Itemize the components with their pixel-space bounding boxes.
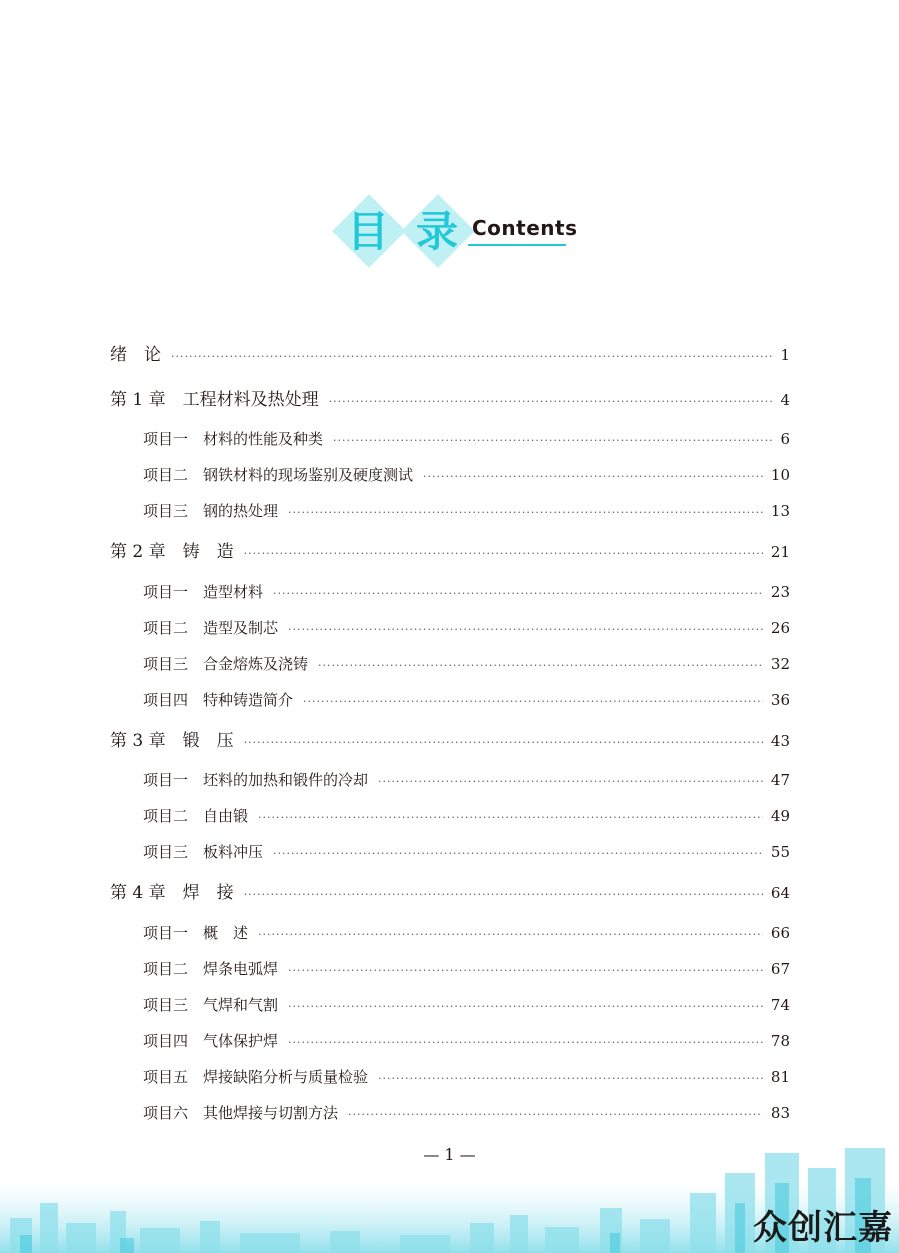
toc-chapter-entry[interactable] [110, 387, 790, 413]
toc-chapter-entry[interactable] [110, 342, 790, 368]
dot-leader [244, 541, 763, 567]
toc-section-entry[interactable] [143, 498, 790, 524]
toc-entry-label: 第 2 章 铸 造 [110, 542, 234, 562]
toc-entry-page: 74 [770, 996, 790, 1014]
toc-entry-page: 32 [770, 655, 790, 673]
toc-entry-label: 项目四 特种铸造简介 [143, 691, 294, 709]
heading-english: Contents [472, 216, 578, 240]
toc-entry-page: 67 [770, 960, 790, 978]
dot-leader [288, 958, 763, 984]
toc-chapter-entry[interactable] [110, 539, 790, 565]
toc-entry-page: 49 [770, 807, 790, 825]
toc-entry-page: 43 [770, 732, 790, 750]
toc-entry-label: 项目一 造型材料 [143, 583, 264, 601]
toc-entry-page: 36 [770, 691, 790, 709]
dot-leader [288, 1030, 763, 1056]
toc-entry-label: 项目三 板料冲压 [143, 843, 264, 861]
toc-section-entry[interactable] [143, 615, 790, 641]
toc-chapter-entry[interactable] [110, 880, 790, 906]
toc-entry-label: 项目三 合金熔炼及浇铸 [143, 655, 309, 673]
toc-entry-page: 10 [770, 466, 790, 484]
toc-entry-label: 绪 论 [110, 345, 161, 365]
toc-entry-label: 项目一 坯料的加热和锻件的冷却 [143, 771, 369, 789]
toc-chapter-entry[interactable] [110, 728, 790, 754]
toc-entry-page: 83 [770, 1104, 790, 1122]
toc-entry-page: 78 [770, 1032, 790, 1050]
page-number: — 1 — [423, 1145, 476, 1164]
toc-entry-page: 23 [770, 583, 790, 601]
dot-leader [288, 500, 763, 526]
toc-entry-label: 项目三 气焊和气割 [143, 996, 279, 1014]
dot-leader [318, 653, 763, 679]
toc-entry-page: 4 [780, 391, 790, 409]
toc-entry-page: 21 [770, 543, 790, 561]
toc-section-entry[interactable] [143, 992, 790, 1018]
dot-leader [258, 922, 763, 948]
toc-entry-page: 64 [770, 884, 790, 902]
heading-underline [468, 244, 566, 246]
toc-section-entry[interactable] [143, 687, 790, 713]
toc-entry-page: 47 [770, 771, 790, 789]
toc-section-entry[interactable] [143, 462, 790, 488]
heading-char-lu: 录 [415, 207, 458, 256]
toc-entry-page: 55 [770, 843, 790, 861]
toc-entry-page: 26 [770, 619, 790, 637]
toc-section-entry[interactable] [143, 920, 790, 946]
dot-leader [244, 730, 763, 756]
toc-entry-label: 项目六 其他焊接与切割方法 [143, 1104, 339, 1122]
toc-entry-label: 项目二 钢铁材料的现场鉴别及硬度测试 [143, 466, 414, 484]
toc-section-entry[interactable] [143, 1064, 790, 1090]
toc-entry-label: 第 1 章 工程材料及热处理 [110, 390, 319, 410]
dot-leader [171, 344, 772, 370]
dot-leader [288, 994, 763, 1020]
toc-entry-label: 项目一 概 述 [143, 924, 249, 942]
toc-heading [330, 192, 590, 262]
dot-leader [288, 617, 763, 643]
toc-entry-label: 项目四 气体保护焊 [143, 1032, 279, 1050]
dot-leader [258, 805, 763, 831]
toc-section-entry[interactable] [143, 1028, 790, 1054]
dot-leader [303, 689, 763, 715]
dot-leader [333, 428, 772, 454]
toc-entry-page: 6 [780, 430, 790, 448]
toc-entry-label: 项目二 自由锻 [143, 807, 249, 825]
toc-entry-label: 项目五 焊接缺陷分析与质量检验 [143, 1068, 369, 1086]
dot-leader [273, 581, 763, 607]
toc-entry-page: 13 [770, 502, 790, 520]
toc-section-entry[interactable] [143, 651, 790, 677]
toc-section-entry[interactable] [143, 767, 790, 793]
toc-section-entry[interactable] [143, 956, 790, 982]
toc-entry-label: 项目二 造型及制芯 [143, 619, 279, 637]
toc-entry-page: 81 [770, 1068, 790, 1086]
toc-entry-label: 第 4 章 焊 接 [110, 883, 234, 903]
toc-entry-label: 项目一 材料的性能及种类 [143, 430, 324, 448]
toc-entry-label: 项目二 焊条电弧焊 [143, 960, 279, 978]
toc-entry-label: 第 3 章 锻 压 [110, 731, 234, 751]
toc-section-entry[interactable] [143, 426, 790, 452]
dot-leader [329, 389, 773, 415]
toc-section-entry[interactable] [143, 579, 790, 605]
heading-char-mu: 目 [346, 207, 389, 256]
toc-entry-page: 66 [770, 924, 790, 942]
watermark-logo: 众创汇嘉 [753, 1208, 893, 1248]
toc-entry-label: 项目三 钢的热处理 [143, 502, 279, 520]
dot-leader [273, 841, 763, 867]
dot-leader [244, 882, 763, 908]
dot-leader [378, 1066, 763, 1092]
dot-leader [378, 769, 763, 795]
dot-leader [423, 464, 763, 490]
toc-section-entry[interactable] [143, 839, 790, 865]
toc-section-entry[interactable] [143, 803, 790, 829]
toc-entry-page: 1 [780, 346, 790, 364]
